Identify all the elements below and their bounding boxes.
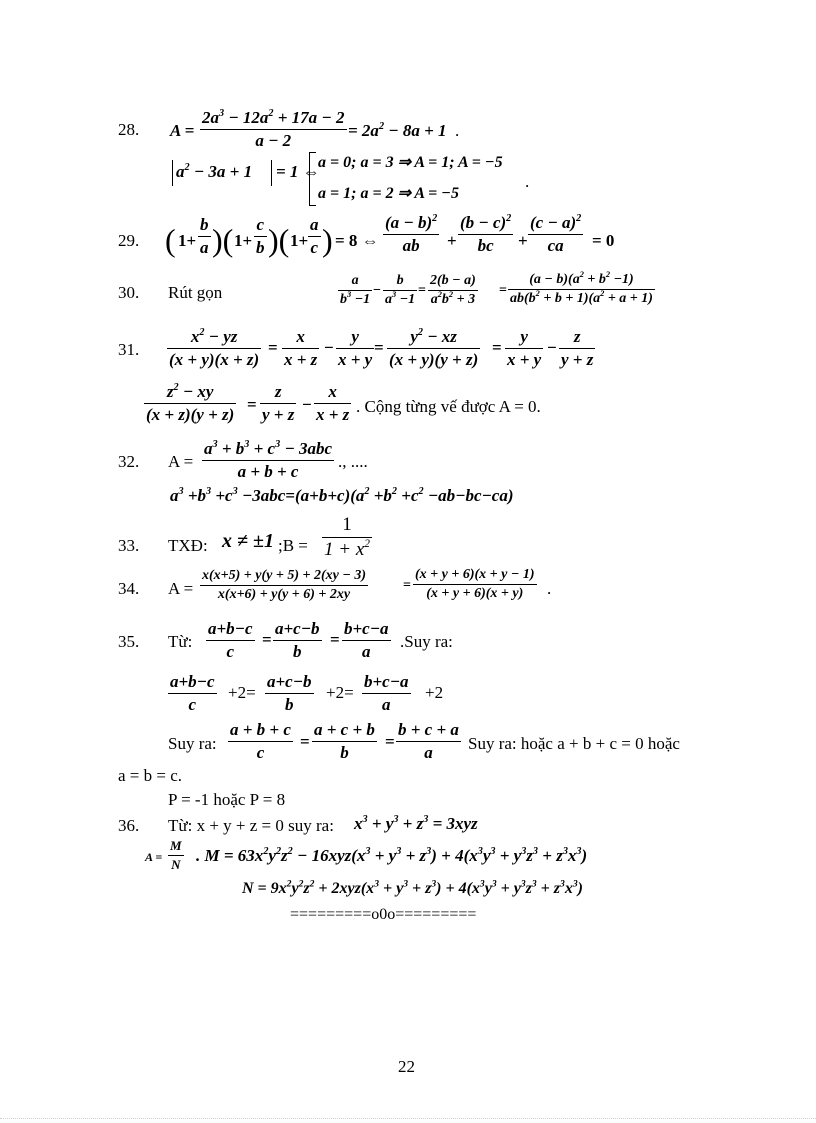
item-28-A: A = bbox=[170, 121, 195, 140]
item-28-dot: . bbox=[455, 121, 460, 140]
item-33-number: 33. bbox=[118, 536, 140, 555]
frac31-7: $z^2$ − xy (x + z)(y + z) bbox=[146, 381, 235, 424]
frac31-1: $x^2$ − yz (x + y)(x + z) bbox=[169, 326, 260, 369]
paren: )( bbox=[268, 222, 290, 258]
item-35-tail: .Suy ra: bbox=[400, 632, 453, 651]
one: 1+ bbox=[234, 231, 253, 250]
item-29-number: 29. bbox=[118, 231, 140, 250]
abs-bar-left bbox=[172, 160, 173, 186]
item-33-lead: TXĐ: bbox=[168, 536, 208, 555]
frac32: $a^3 + b^3 + c^3 - 3abc$ a + b + c bbox=[204, 438, 333, 481]
frac35-8: a + c + b b bbox=[314, 720, 375, 762]
plus2: +2 bbox=[425, 683, 444, 702]
frac31-3: y x + y bbox=[338, 327, 373, 369]
eq: = bbox=[300, 732, 310, 751]
eq: = bbox=[385, 732, 395, 751]
minus: − bbox=[302, 395, 312, 414]
item-36-number: 36. bbox=[118, 816, 140, 835]
frac-c-b: c b bbox=[256, 215, 265, 257]
item-35-lead: Từ: bbox=[168, 632, 193, 651]
item-34-number: 34. bbox=[118, 579, 140, 598]
frac-a-c: a c bbox=[310, 215, 319, 257]
item-30-label: Rút gọn bbox=[168, 283, 223, 302]
item-33-domain: x ≠ ±1 bbox=[222, 530, 274, 552]
frac35-9: b + c + a a bbox=[398, 720, 459, 762]
plus: + bbox=[447, 231, 457, 250]
item-36-N: $N = 9x^2y^2z^2 + 2xyz(x^3 + y^3 + z^3) + 4(x^3y^3 + y^3z^3 + z^3x^3)$ bbox=[242, 878, 583, 897]
item-36-lead: Từ: x + y + z = 0 suy ra: bbox=[168, 816, 334, 835]
item-28-result: = $2a^2 - 8a + 1$ bbox=[348, 120, 447, 140]
item-32-number: 32. bbox=[118, 452, 140, 471]
eq: = bbox=[330, 630, 340, 649]
item-31-number: 31. bbox=[118, 340, 140, 359]
item-35-number: 35. bbox=[118, 632, 140, 651]
minus: − bbox=[373, 283, 381, 298]
eq: = bbox=[403, 578, 411, 593]
frac31-4: $y^2$ − xz (x + y)(y + z) bbox=[389, 326, 479, 369]
frac34-1: x(x+5) + y(y + 5) + 2(xy − 3) x(x+6) + y(y + 6) + 2xy bbox=[202, 568, 367, 602]
frac35-7: a + b + c c bbox=[230, 720, 291, 762]
a-eq: A = bbox=[145, 850, 163, 864]
frac35-5: a+c−b b bbox=[267, 672, 312, 714]
frac30-4: $(a - b)(a^2 + b^2 -1)$ $ab(b^2 + b + 1)(a^2 + a + 1)$ bbox=[510, 270, 653, 306]
item-28-case1: a = 0; a = 3 ⇒ A = 1; A = −5 bbox=[318, 154, 503, 171]
one: 1+ bbox=[178, 231, 197, 250]
frac-ab: $(a - b)^2$ ab bbox=[385, 212, 438, 255]
plus2: +2= bbox=[326, 683, 354, 702]
frac31-6: z y + z bbox=[561, 327, 594, 369]
item-33-mid: ;B = bbox=[278, 536, 308, 555]
item-36-M: . $M = 63x^2y^2z^2 - 16xyz(x^3 + y^3 + z^3) + 4(x^3y^3 + y^3z^3 + z^3x^3)$ bbox=[196, 845, 588, 865]
plus: + bbox=[518, 231, 528, 250]
item-32-lead: A = bbox=[168, 452, 194, 471]
item-31-tail: . Cộng từng vế được A = 0. bbox=[356, 397, 541, 416]
item-28-dot2: . bbox=[525, 172, 530, 191]
item-32-identity: $a^3 +b^3 +c^3 -3abc=(a+b+c)(a^2 +b^2 +c^2 -ab-bc-ca)$ bbox=[170, 485, 514, 505]
item-35-tail2: Suy ra: hoặc a + b + c = 0 hoặc bbox=[468, 734, 680, 753]
eq-0: = 0 bbox=[592, 231, 615, 250]
paren: ) bbox=[322, 222, 333, 258]
frac35-2: a+c−b b bbox=[275, 619, 320, 661]
item-28-number: 28. bbox=[118, 120, 140, 139]
minus: − bbox=[547, 338, 557, 357]
frac34-2: (x + y + 6)(x + y − 1) (x + y + 6)(x + y) bbox=[415, 567, 535, 601]
frac35-4: a+b−c c bbox=[170, 672, 215, 714]
page-border bbox=[0, 1118, 816, 1119]
plus2: +2= bbox=[228, 683, 256, 702]
item-36-identity: $x^3 + y^3 + z^3 = 3xyz$ bbox=[354, 813, 478, 833]
item-30-number: 30. bbox=[118, 283, 140, 302]
minus: − bbox=[324, 338, 334, 357]
frac33: 1 $1 + x^2$ bbox=[324, 514, 370, 560]
eq: = bbox=[262, 630, 272, 649]
paren: ( bbox=[165, 222, 176, 258]
item-35-lead2: Suy ra: bbox=[168, 734, 217, 753]
frac30-1: a $b^3 -1$ bbox=[340, 273, 371, 307]
one: 1+ bbox=[290, 231, 309, 250]
eq: = bbox=[268, 338, 278, 357]
eq: = bbox=[492, 338, 502, 357]
item-34-lead: A = bbox=[168, 579, 194, 598]
frac31-2: x x + z bbox=[284, 327, 318, 369]
frac-b-a: b a bbox=[200, 215, 209, 257]
frac35-1: a+b−c c bbox=[208, 619, 253, 661]
frac30-3: 2(b − a) $a^2b^2 + 3$ bbox=[430, 273, 476, 307]
frac31-9: x x + z bbox=[316, 382, 350, 424]
eq: = bbox=[247, 395, 257, 414]
item-32-tail: ., .... bbox=[338, 452, 368, 471]
frac-bc: $(b - c)^2$ bc bbox=[460, 212, 512, 255]
eq: = bbox=[499, 283, 507, 298]
item-28-abs: $a^2 - 3a + 1$ bbox=[176, 161, 253, 181]
eq-8: = 8 ⇔ bbox=[335, 231, 379, 250]
frac35-6: b+c−a a bbox=[364, 672, 409, 714]
item-35-line4: P = -1 hoặc P = 8 bbox=[168, 790, 286, 809]
frac-ca: $(c - a)^2$ ca bbox=[530, 212, 582, 255]
item-28-fraction: $2a^3 - 12a^2 + 17a - 2$ a − 2 bbox=[202, 107, 345, 150]
frac36-MN: M N bbox=[170, 838, 182, 872]
eq: = bbox=[418, 283, 426, 298]
frac31-8: z y + z bbox=[262, 382, 295, 424]
separator: =========o0o========= bbox=[290, 906, 477, 923]
item-35-line3: a = b = c. bbox=[118, 766, 183, 785]
abs-bar-right bbox=[271, 160, 272, 186]
frac31-5: y x + y bbox=[507, 327, 542, 369]
item-28-case2: a = 1; a = 2 ⇒ A = −5 bbox=[318, 185, 459, 202]
system-bracket bbox=[309, 152, 316, 206]
item-28-equiv: = 1 ⇔ bbox=[276, 162, 320, 181]
frac35-3: b+c−a a bbox=[344, 619, 389, 661]
page-number: 22 bbox=[398, 1057, 415, 1076]
dot: . bbox=[547, 579, 552, 598]
eq: = bbox=[374, 338, 384, 357]
frac30-2: b $a^3 -1$ bbox=[385, 273, 416, 307]
paren: )( bbox=[212, 222, 234, 258]
